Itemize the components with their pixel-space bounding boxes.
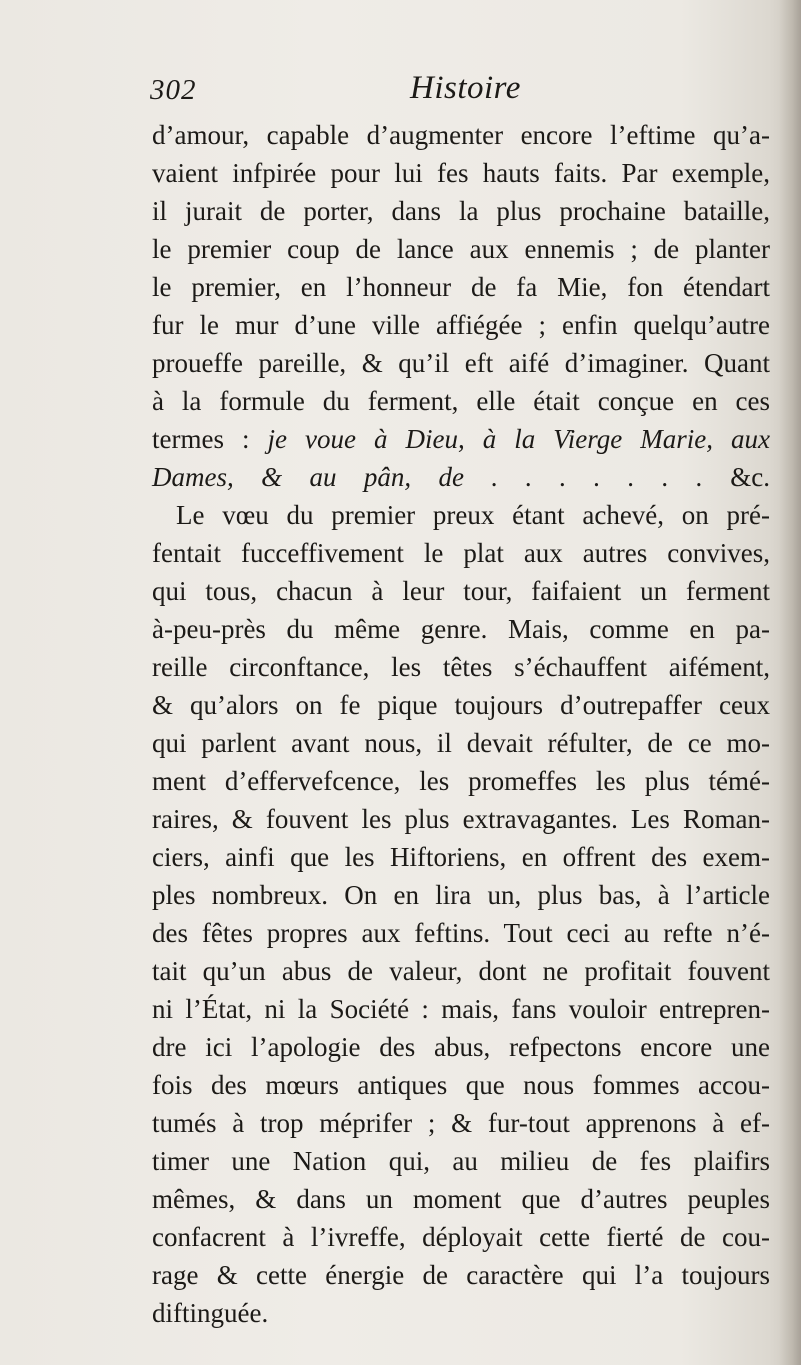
oath-line-end bbox=[152, 458, 770, 496]
text-line: à la formule du ferment, elle était conçue en ces bbox=[152, 386, 770, 416]
text-line: rage & cette énergie de caractère qui l’a toujours bbox=[152, 1260, 770, 1290]
text-line: il jurait de porter, dans la plus prochaine bataille, bbox=[152, 196, 770, 226]
text-line: le premier coup de lance aux ennemis ; de planter bbox=[152, 234, 770, 264]
text-line: confacrent à l’ivreffe, déployait cette fierté de cou- bbox=[152, 1222, 770, 1252]
oath-line bbox=[152, 420, 770, 458]
page-header bbox=[150, 70, 770, 114]
oath-lead: termes : bbox=[152, 424, 268, 454]
text-line: tumés à trop méprifer ; & fur-tout apprenons à ef- bbox=[152, 1108, 770, 1138]
text-line: raires, & fouvent les plus extravagantes. Les Roman- bbox=[152, 804, 770, 834]
text-line: le premier, en l’honneur de fa Mie, fon étendart bbox=[152, 272, 770, 302]
text-line: d’amour, capable d’augmenter encore l’eftime qu’a- bbox=[152, 120, 770, 150]
paragraph-start-line: Le vœu du premier preux étant achevé, on pré- bbox=[176, 500, 770, 530]
text-line: fentait fucceffivement le plat aux autres convives, bbox=[152, 538, 770, 568]
text-line: fois des mœurs antiques que nous fommes accou- bbox=[152, 1070, 770, 1100]
text-line: mêmes, & dans un moment que d’autres peuples bbox=[152, 1184, 770, 1214]
oath-formula-part1: je voue à Dieu, à la Vierge Marie, aux bbox=[267, 424, 770, 454]
text-line: vaient infpirée pour lui fes hauts faits. Par exemple, bbox=[152, 158, 770, 188]
text-line: qui tous, chacun à leur tour, faifaient un ferment bbox=[152, 576, 770, 606]
text-line: fur le mur d’une ville affiégée ; enfin quelqu’autre bbox=[152, 310, 770, 340]
text-line: timer une Nation qui, au milieu de fes plaifirs bbox=[152, 1146, 770, 1176]
text-line: ciers, ainfi que les Hiftoriens, en offrent des exem- bbox=[152, 842, 770, 872]
oath-formula-part2: Dames, & au pân, de . . . . . . . bbox=[152, 462, 703, 492]
page-edge-shadow bbox=[779, 0, 801, 1365]
page-number: 302 bbox=[150, 74, 197, 106]
text-line: des fêtes propres aux feftins. Tout ceci au refte n’é- bbox=[152, 918, 770, 948]
oath-etc: &c. bbox=[702, 462, 770, 492]
running-title: Histoire bbox=[410, 70, 521, 106]
text-line: qui parlent avant nous, il devait réfulter, de ce mo- bbox=[152, 728, 770, 758]
text-line-final: diftinguée. bbox=[152, 1298, 269, 1328]
text-line: ment d’effervefcence, les promeffes les plus témé- bbox=[152, 766, 770, 796]
text-line: proueffe pareille, & qu’il eft aifé d’imaginer. Quant bbox=[152, 348, 770, 378]
text-line: tait qu’un abus de valeur, dont ne profitait fouvent bbox=[152, 956, 770, 986]
text-line: reille circonftance, les têtes s’échauffent aifément, bbox=[152, 652, 770, 682]
body-text bbox=[152, 116, 770, 1332]
text-line: à-peu-près du même genre. Mais, comme en pa- bbox=[152, 614, 770, 644]
text-line: ples nombreux. On en lira un, plus bas, à l’article bbox=[152, 880, 770, 910]
text-line: ni l’État, ni la Société : mais, fans vouloir entrepren- bbox=[152, 994, 770, 1024]
text-line: & qu’alors on fe pique toujours d’outrepaffer ceux bbox=[152, 690, 770, 720]
text-line: dre ici l’apologie des abus, refpectons encore une bbox=[152, 1032, 770, 1062]
